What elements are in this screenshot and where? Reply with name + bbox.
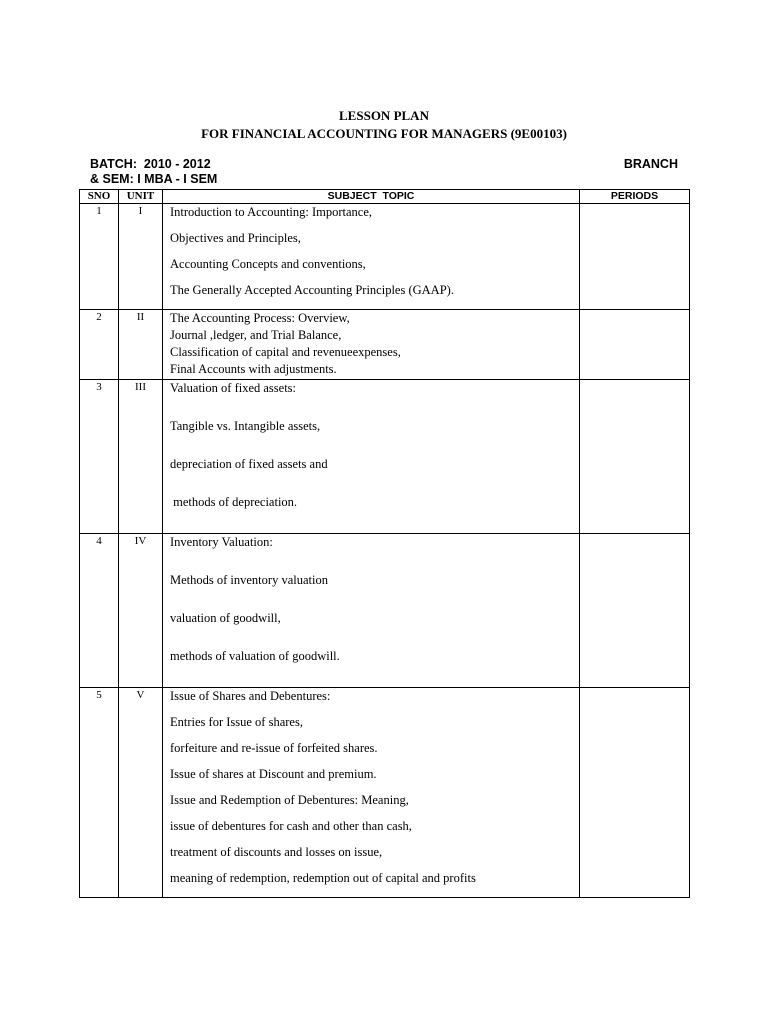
topic-line: Methods of inventory valuation [170,573,328,587]
table-row [80,688,690,898]
topic-line: Tangible vs. Intangible assets, [170,419,321,433]
topic-line: Final Accounts with adjustments. [170,362,337,376]
periods-cell [580,310,690,380]
batch-label: BATCH: 2010 - 2012 [90,157,211,171]
topic-line: issue of debentures for cash and other than cash, [170,819,412,833]
column-header-periods: PERIODS [580,190,690,204]
topic-line: forfeiture and re-issue of forfeited shares. [170,741,378,755]
topic-line: The Accounting Process: Overview, [170,311,350,325]
column-header-sno: SNO [80,190,119,204]
topic-line: Issue and Redemption of Debentures: Meaning, [170,793,409,807]
periods-cell [580,534,690,688]
branch-label: BRANCH [623,157,678,171]
document-title: LESSON PLAN [339,108,429,123]
topic-line: Accounting Concepts and conventions, [170,257,366,271]
periods-cell [580,688,690,898]
sno-cell: 1 [80,204,119,310]
topic-line: depreciation of fixed assets and [170,457,328,471]
periods-cell [580,204,690,310]
topic-line: methods of depreciation. [170,495,298,509]
topic-line: Entries for Issue of shares, [170,715,303,729]
topic-line: valuation of goodwill, [170,611,281,625]
topic-line: Inventory Valuation: [170,535,273,549]
topic-line: meaning of redemption, redemption out of capital and profits [170,871,476,885]
subject-topic-cell [163,204,580,310]
sno-cell: 2 [80,310,119,380]
batch-line [90,157,678,172]
periods-cell [580,380,690,534]
subject-topic-cell [163,534,580,688]
table-row [80,204,690,310]
subject-topic-cell [163,688,580,898]
column-header-subject-topic: SUBJECT TOPIC [163,190,580,204]
subject-topic-cell [163,380,580,534]
sno-cell: 5 [80,688,119,898]
topic-line: treatment of discounts and losses on issue, [170,845,383,859]
topic-line: Valuation of fixed assets: [170,381,297,395]
sno-cell: 3 [80,380,119,534]
subject-topic-cell [163,310,580,380]
table-body [80,204,690,898]
unit-cell: IV [119,534,163,688]
topic-line: The Generally Accepted Accounting Principles (GAAP). [170,283,454,297]
unit-cell: III [119,380,163,534]
unit-cell: I [119,204,163,310]
topic-line: methods of valuation of goodwill. [170,649,340,663]
lesson-plan-table [79,189,690,898]
sno-cell: 4 [80,534,119,688]
topic-line: Issue of Shares and Debentures: [170,689,331,703]
table-row [80,310,690,380]
table-row [80,380,690,534]
unit-cell: V [119,688,163,898]
column-header-unit: UNIT [119,190,163,204]
topic-line: Journal ,ledger, and Trial Balance, [170,328,342,342]
table-row [80,534,690,688]
table-header-row [80,190,690,204]
topic-line: Objectives and Principles, [170,231,301,245]
semester-label: & SEM: I MBA - I SEM [90,172,218,186]
topic-line: Classification of capital and revenueexpenses, [170,345,401,359]
topic-line: Introduction to Accounting: Importance, [170,205,373,219]
topic-line: Issue of shares at Discount and premium. [170,767,377,781]
document-subtitle: FOR FINANCIAL ACCOUNTING FOR MANAGERS (9E00103) [201,126,567,141]
unit-cell: II [119,310,163,380]
